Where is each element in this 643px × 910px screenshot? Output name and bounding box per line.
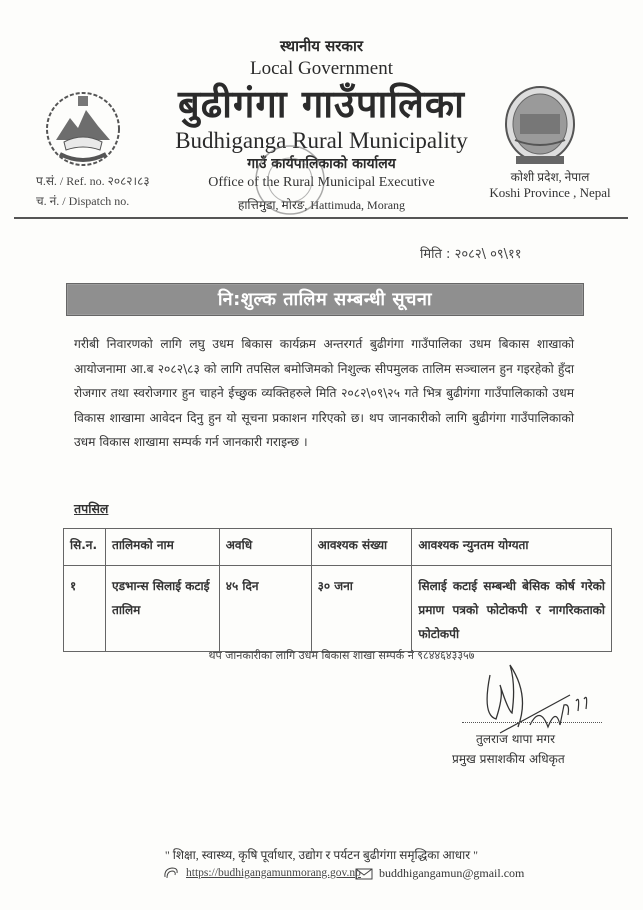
notice-body: गरीबी निवारणको लागि लघु उधम बिकास कार्यक्रम अन्तरगर्त बुढीगंगा गाउँपालिका उधम बिकास शाखाको आयोजनामा आ.ब २०८२\८३ को लागि तपसिल बमोजिमको निशुल्क सीपमुलक तालिम सञ्चालन हुन गइरहेको हुँदा रोजगार तथा स्वरोजगार हुन चाहने ईच्छुक व्यक्तिहरुले मिति २०८२\०९\२५ गते भित्र बुढीगंगा गाउँपालिकाको उधम विकास शाखामा आवेदन दिनु हुन यो सूचना प्रकाशन गरिएको छ। थप जानकारीको लागि बुढीगंगा गाउँपालिकाको उधम विकास शाखामा सम्पर्क गर्न जानकारी गराइन्छ । <box>74 337 574 449</box>
cell-qualification: सिलाई कटाई सम्बन्धी बेसिक कोर्ष गरेको प्रमाण पत्रको फोटोकपी र नागरिकताको फोटोकपी <box>412 566 612 652</box>
office-stamp-icon <box>250 140 330 220</box>
notice-date: मिति : २०८२\ ०९\११ <box>420 247 522 262</box>
cell-duration: ४५ दिन <box>219 566 311 652</box>
website-link[interactable]: https://budhigangamunmorang.gov.np <box>186 867 361 879</box>
office-name-english: Office of the Rural Municipal Executive <box>208 175 435 190</box>
header-divider <box>14 217 628 219</box>
header-duration: अवधि <box>219 529 311 566</box>
footer-slogan: " शिक्षा, स्वास्थ्य, कृषि पूर्वाधार, उद्योग र पर्यटन बुढीगंगा समृद्धिका आधार " <box>164 848 479 862</box>
office-name-hindi: गाउँ कार्यपालिकाको कार्यालय <box>247 156 396 172</box>
dispatch-number: च. नं. / Dispatch no. <box>36 194 130 208</box>
footer-email[interactable] <box>355 866 524 881</box>
signatory-title: प्रमुख प्रसाशकीय अधिकृत <box>452 752 565 766</box>
header-qualification: आवश्यक न्युनतम योग्यता <box>412 529 612 566</box>
globe-icon <box>162 866 180 880</box>
municipality-name-english: Budhiganga Rural Municipality <box>175 128 468 153</box>
province-hindi: कोशी प्रदेश, नेपाल <box>510 170 590 184</box>
table-header-row <box>64 529 612 566</box>
envelope-icon <box>355 867 373 881</box>
header-training-name: तालिमको नाम <box>105 529 219 566</box>
reference-number: प.सं. / Ref. no. २०८२।८३ <box>36 174 150 188</box>
signature-line <box>462 722 602 723</box>
training-table <box>63 528 612 652</box>
notice-title: नि:शुल्क तालिम सम्बन्धी सूचना <box>217 289 433 310</box>
email-address[interactable]: buddhigangamun@gmail.com <box>379 866 525 880</box>
local-government-english: Local Government <box>250 58 393 79</box>
notice-title-banner <box>66 283 584 316</box>
cell-required-count: ३० जना <box>311 566 412 652</box>
header-serial: सि.न. <box>64 529 106 566</box>
local-government-hindi: स्थानीय सरकार <box>280 37 363 55</box>
province-english: Koshi Province , Nepal <box>489 185 611 200</box>
cell-training-name: एडभान्स सिलाई कटाई तालिम <box>105 566 219 652</box>
contact-number-line: थप जानकारीका लागि उधम बिकास शाखा सम्पर्क नं ९८४४६४३३५७ <box>208 649 475 662</box>
office-address: हात्तिमुडा, मोरङ, Hattimuda, Morang <box>237 198 406 212</box>
signatory-name: तुलराज थापा मगर <box>476 732 556 746</box>
table-row <box>64 566 612 652</box>
footer-website[interactable] <box>162 866 361 880</box>
cell-serial: १ <box>64 566 106 652</box>
schedule-heading: तपसिल <box>74 501 109 516</box>
header-required-count: आवश्यक संख्या <box>311 529 412 566</box>
municipality-name-hindi: बुढीगंगा गाउँपालिका <box>178 82 465 126</box>
